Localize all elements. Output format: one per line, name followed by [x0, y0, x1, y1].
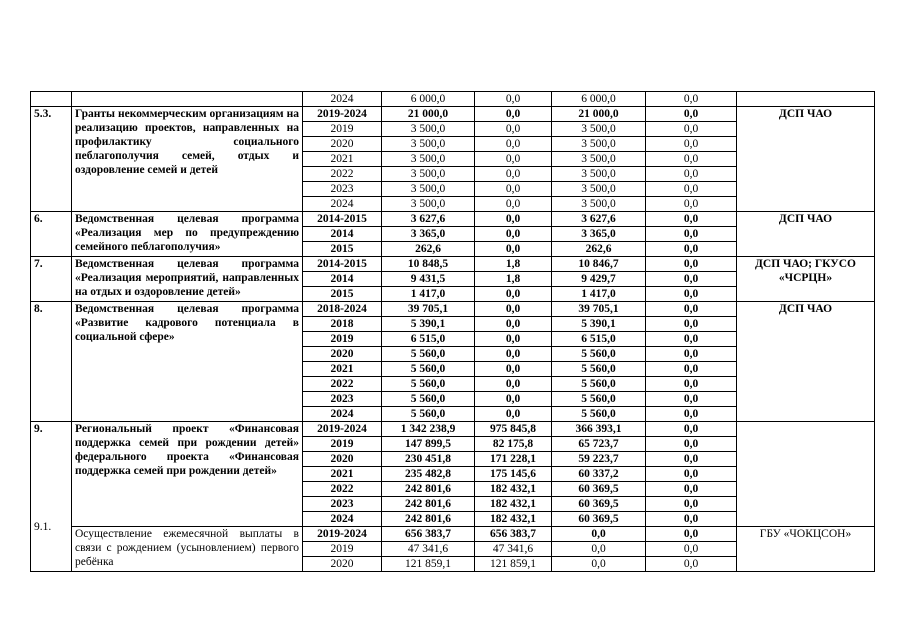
- item-description-cell: Гранты некоммерческим организациям на реализацию проектов, направленных на профилактику социального пеблагополучия семей, отдых и оздоровление семей и детей: [72, 107, 303, 212]
- regional-cell: 3 500,0: [552, 122, 646, 137]
- year-cell: 2014: [303, 227, 382, 242]
- other-cell: 0,0: [646, 152, 737, 167]
- year-cell: 2015: [303, 287, 382, 302]
- year-cell: 2019-2024: [303, 107, 382, 122]
- other-cell: 0,0: [646, 107, 737, 122]
- regional-cell: 6 515,0: [552, 332, 646, 347]
- responsible-cell: ДСП ЧАО; ГКУСО «ЧСРЦН»: [737, 257, 875, 302]
- other-cell: 0,0: [646, 122, 737, 137]
- federal-cell: 47 341,6: [475, 542, 552, 557]
- total-cell: 1 417,0: [382, 287, 475, 302]
- regional-cell: 3 500,0: [552, 137, 646, 152]
- federal-cell: 0,0: [475, 407, 552, 422]
- year-cell: 2014-2015: [303, 257, 382, 272]
- table-row: [31, 92, 875, 107]
- total-cell: 121 859,1: [382, 557, 475, 572]
- federal-cell: 175 145,6: [475, 467, 552, 482]
- item-number-cell: [31, 422, 72, 572]
- other-cell: 0,0: [646, 407, 737, 422]
- year-cell: 2018-2024: [303, 302, 382, 317]
- responsible-cell: [737, 92, 875, 107]
- federal-cell: 0,0: [475, 197, 552, 212]
- total-cell: 3 500,0: [382, 182, 475, 197]
- total-cell: 3 365,0: [382, 227, 475, 242]
- federal-cell: 0,0: [475, 212, 552, 227]
- other-cell: 0,0: [646, 377, 737, 392]
- item-description-cell: [72, 92, 303, 107]
- federal-cell: 0,0: [475, 227, 552, 242]
- other-cell: 0,0: [646, 182, 737, 197]
- year-cell: 2014-2015: [303, 212, 382, 227]
- year-cell: 2021: [303, 362, 382, 377]
- other-cell: 0,0: [646, 167, 737, 182]
- total-cell: 39 705,1: [382, 302, 475, 317]
- total-cell: 5 560,0: [382, 407, 475, 422]
- regional-cell: 3 500,0: [552, 167, 646, 182]
- federal-cell: 0,0: [475, 137, 552, 152]
- regional-cell: 3 627,6: [552, 212, 646, 227]
- total-cell: 235 482,8: [382, 467, 475, 482]
- federal-cell: 656 383,7: [475, 527, 552, 542]
- total-cell: 3 500,0: [382, 137, 475, 152]
- other-cell: 0,0: [646, 257, 737, 272]
- total-cell: 262,6: [382, 242, 475, 257]
- year-cell: 2015: [303, 242, 382, 257]
- regional-cell: 0,0: [552, 542, 646, 557]
- regional-cell: 5 560,0: [552, 392, 646, 407]
- year-cell: 2020: [303, 452, 382, 467]
- regional-cell: 60 369,5: [552, 497, 646, 512]
- table-row: [31, 257, 875, 272]
- total-cell: 21 000,0: [382, 107, 475, 122]
- other-cell: 0,0: [646, 542, 737, 557]
- year-cell: 2024: [303, 197, 382, 212]
- other-cell: 0,0: [646, 137, 737, 152]
- regional-cell: 262,6: [552, 242, 646, 257]
- total-cell: 3 627,6: [382, 212, 475, 227]
- year-cell: 2024: [303, 407, 382, 422]
- other-cell: 0,0: [646, 212, 737, 227]
- item-number-cell: [31, 92, 72, 107]
- regional-cell: 60 337,2: [552, 467, 646, 482]
- federal-cell: 0,0: [475, 92, 552, 107]
- federal-cell: 0,0: [475, 122, 552, 137]
- total-cell: 147 899,5: [382, 437, 475, 452]
- other-cell: 0,0: [646, 527, 737, 542]
- subitem-responsible-cell: ГБУ «ЧОКЦСОН»: [737, 527, 875, 572]
- other-cell: 0,0: [646, 242, 737, 257]
- total-cell: 242 801,6: [382, 512, 475, 527]
- responsible-cell: [737, 422, 875, 527]
- total-cell: 242 801,6: [382, 482, 475, 497]
- total-cell: 6 000,0: [382, 92, 475, 107]
- regional-cell: 65 723,7: [552, 437, 646, 452]
- federal-cell: 82 175,8: [475, 437, 552, 452]
- other-cell: 0,0: [646, 512, 737, 527]
- regional-cell: 10 846,7: [552, 257, 646, 272]
- other-cell: 0,0: [646, 422, 737, 437]
- federal-cell: 182 432,1: [475, 512, 552, 527]
- total-cell: 10 848,5: [382, 257, 475, 272]
- regional-cell: 5 560,0: [552, 407, 646, 422]
- item-number-cell: 6.: [31, 212, 72, 257]
- year-cell: 2019-2024: [303, 422, 382, 437]
- year-cell: 2023: [303, 182, 382, 197]
- federal-cell: 0,0: [475, 347, 552, 362]
- federal-cell: 0,0: [475, 317, 552, 332]
- item-description-cell: Ведомственная целевая программа «Реализация мер по предупреждению семейного пеблагополучия»: [72, 212, 303, 257]
- year-cell: 2019-2024: [303, 527, 382, 542]
- federal-cell: 0,0: [475, 287, 552, 302]
- budget-table: [30, 91, 875, 572]
- regional-cell: 60 369,5: [552, 512, 646, 527]
- regional-cell: 9 429,7: [552, 272, 646, 287]
- regional-cell: 3 500,0: [552, 182, 646, 197]
- regional-cell: 0,0: [552, 557, 646, 572]
- responsible-cell: ДСП ЧАО: [737, 302, 875, 422]
- federal-cell: 0,0: [475, 152, 552, 167]
- federal-cell: 0,0: [475, 107, 552, 122]
- item-number-cell: 8.: [31, 302, 72, 422]
- year-cell: 2022: [303, 377, 382, 392]
- other-cell: 0,0: [646, 482, 737, 497]
- other-cell: 0,0: [646, 362, 737, 377]
- other-cell: 0,0: [646, 272, 737, 287]
- federal-cell: 0,0: [475, 242, 552, 257]
- federal-cell: 0,0: [475, 332, 552, 347]
- total-cell: 3 500,0: [382, 122, 475, 137]
- year-cell: 2021: [303, 467, 382, 482]
- item-description-cell: Ведомственная целевая программа «Развитие кадрового потенциала в социальной сфере»: [72, 302, 303, 422]
- regional-cell: 5 390,1: [552, 317, 646, 332]
- other-cell: 0,0: [646, 347, 737, 362]
- table-row: [31, 212, 875, 227]
- year-cell: 2024: [303, 512, 382, 527]
- federal-cell: 0,0: [475, 377, 552, 392]
- item-number-cell: 7.: [31, 257, 72, 302]
- federal-cell: 182 432,1: [475, 497, 552, 512]
- total-cell: 47 341,6: [382, 542, 475, 557]
- total-cell: 5 560,0: [382, 392, 475, 407]
- other-cell: 0,0: [646, 557, 737, 572]
- other-cell: 0,0: [646, 437, 737, 452]
- year-cell: 2019: [303, 332, 382, 347]
- total-cell: 6 515,0: [382, 332, 475, 347]
- other-cell: 0,0: [646, 467, 737, 482]
- item-description-cell: Ведомственная целевая программа «Реализация мероприятий, направленных на отдых и оздоровление детей»: [72, 257, 303, 302]
- spacer: [34, 436, 68, 520]
- federal-cell: 0,0: [475, 182, 552, 197]
- regional-cell: 60 369,5: [552, 482, 646, 497]
- other-cell: 0,0: [646, 332, 737, 347]
- federal-cell: 1,8: [475, 257, 552, 272]
- other-cell: 0,0: [646, 287, 737, 302]
- total-cell: 5 560,0: [382, 347, 475, 362]
- total-cell: 656 383,7: [382, 527, 475, 542]
- federal-cell: 0,0: [475, 167, 552, 182]
- year-cell: 2023: [303, 392, 382, 407]
- regional-cell: 5 560,0: [552, 362, 646, 377]
- table-row: [31, 527, 875, 542]
- regional-cell: 3 500,0: [552, 152, 646, 167]
- responsible-cell: ДСП ЧАО: [737, 212, 875, 257]
- regional-cell: 5 560,0: [552, 377, 646, 392]
- other-cell: 0,0: [646, 392, 737, 407]
- subitem-number: 9.1.: [34, 521, 52, 533]
- total-cell: 3 500,0: [382, 197, 475, 212]
- other-cell: 0,0: [646, 197, 737, 212]
- other-cell: 0,0: [646, 302, 737, 317]
- year-cell: 2020: [303, 137, 382, 152]
- regional-cell: 5 560,0: [552, 347, 646, 362]
- subitem-description-cell: Осуществление ежемесячной выплаты в связи с рождением (усыновлением) первого ребёнка: [72, 527, 303, 572]
- regional-cell: 3 500,0: [552, 197, 646, 212]
- item-number-cell: 5.3.: [31, 107, 72, 212]
- regional-cell: 3 365,0: [552, 227, 646, 242]
- table-body: [31, 92, 875, 572]
- regional-cell: 21 000,0: [552, 107, 646, 122]
- year-cell: 2022: [303, 482, 382, 497]
- federal-cell: 171 228,1: [475, 452, 552, 467]
- federal-cell: 0,0: [475, 392, 552, 407]
- total-cell: 5 560,0: [382, 362, 475, 377]
- year-cell: 2018: [303, 317, 382, 332]
- item-number: 9.: [34, 423, 43, 435]
- year-cell: 2024: [303, 92, 382, 107]
- federal-cell: 975 845,8: [475, 422, 552, 437]
- federal-cell: 182 432,1: [475, 482, 552, 497]
- total-cell: 3 500,0: [382, 167, 475, 182]
- federal-cell: 1,8: [475, 272, 552, 287]
- year-cell: 2022: [303, 167, 382, 182]
- other-cell: 0,0: [646, 497, 737, 512]
- total-cell: 230 451,8: [382, 452, 475, 467]
- year-cell: 2019: [303, 437, 382, 452]
- regional-cell: 39 705,1: [552, 302, 646, 317]
- total-cell: 3 500,0: [382, 152, 475, 167]
- year-cell: 2019: [303, 542, 382, 557]
- total-cell: 1 342 238,9: [382, 422, 475, 437]
- total-cell: 242 801,6: [382, 497, 475, 512]
- year-cell: 2020: [303, 347, 382, 362]
- federal-cell: 121 859,1: [475, 557, 552, 572]
- regional-cell: 0,0: [552, 527, 646, 542]
- year-cell: 2019: [303, 122, 382, 137]
- year-cell: 2020: [303, 557, 382, 572]
- other-cell: 0,0: [646, 92, 737, 107]
- table-row: [31, 107, 875, 122]
- table-row: [31, 422, 875, 437]
- year-cell: 2014: [303, 272, 382, 287]
- other-cell: 0,0: [646, 227, 737, 242]
- regional-cell: 1 417,0: [552, 287, 646, 302]
- federal-cell: 0,0: [475, 302, 552, 317]
- total-cell: 5 560,0: [382, 377, 475, 392]
- other-cell: 0,0: [646, 317, 737, 332]
- total-cell: 5 390,1: [382, 317, 475, 332]
- regional-cell: 6 000,0: [552, 92, 646, 107]
- regional-cell: 366 393,1: [552, 422, 646, 437]
- year-cell: 2021: [303, 152, 382, 167]
- year-cell: 2023: [303, 497, 382, 512]
- table-row: [31, 302, 875, 317]
- responsible-cell: ДСП ЧАО: [737, 107, 875, 212]
- regional-cell: 59 223,7: [552, 452, 646, 467]
- federal-cell: 0,0: [475, 362, 552, 377]
- other-cell: 0,0: [646, 452, 737, 467]
- total-cell: 9 431,5: [382, 272, 475, 287]
- item-description-cell: Региональный проект «Финансовая поддержка семей при рождении детей» федерального проекта «Финансовая поддержка семей при рождении детей»: [72, 422, 303, 527]
